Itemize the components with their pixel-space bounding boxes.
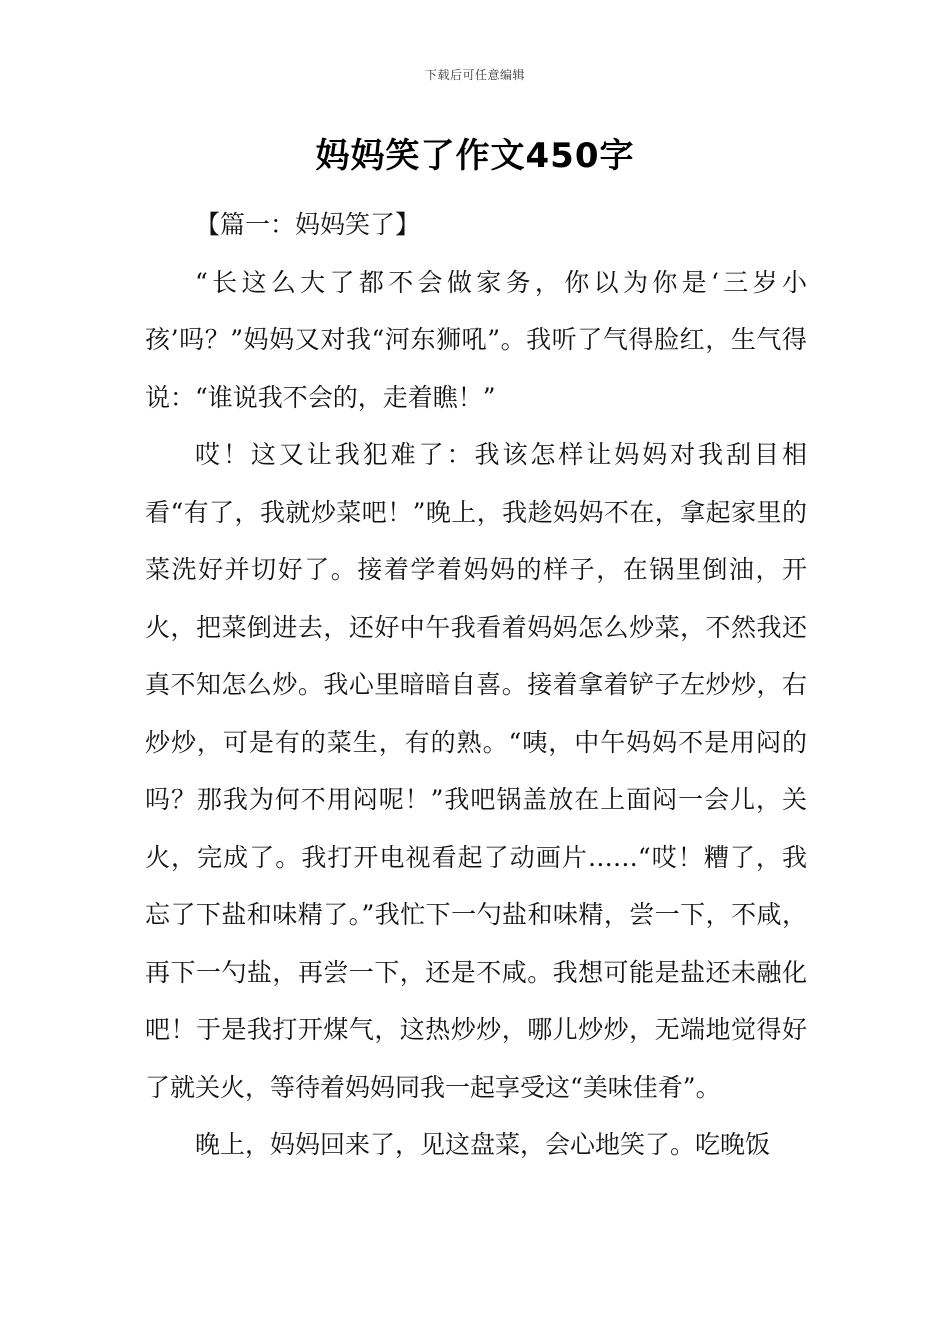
paragraph: “长这么大了都不会做家务，你以为你是‘三岁小孩’吗？”妈妈又对我“河东狮吼”。我听了气得脸红，生气得说：“谁说我不会的，走着瞧！” [145,267,807,412]
document-title: 妈妈笑了作文450字 [315,136,635,176]
document-body [145,196,807,1174]
paragraph: 哎！这又让我犯难了：我该怎样让妈妈对我刮目相看“有了，我就炒菜吧！”晚上，我趁妈妈不在，拿起家里的菜洗好并切好了。接着学着妈妈的样子，在锅里倒油，开火，把菜倒进去，还好中午我看着妈妈怎么炒菜，不然我还真不知怎么炒。我心里暗暗自喜。接着拿着铲子左炒炒，右炒炒，可是有的菜生，有的熟。“咦，中午妈妈不是用闷的吗？那我为何不用闷呢！”我吧锅盖放在上面闷一会儿，关火，完成了。我打开电视看起了动画片……“哎！糟了，我忘了下盐和味精了。”我忙下一勺盐和味精，尝一下，不咸，再下一勺盐，再尝一下，还是不咸。我想可能是盐还未融化吧！于是我打开煤气，这热炒炒，哪儿炒炒，无端地觉得好了就关火，等待着妈妈同我一起享受这“美味佳肴”。 [145,440,807,1102]
paragraph: 晚上，妈妈回来了，见这盘菜，会心地笑了。吃晚饭 [195,1130,771,1159]
header-note: 下载后可任意编辑 [424,68,525,82]
section-heading: 【篇一：妈妈笑了】 [195,210,421,239]
